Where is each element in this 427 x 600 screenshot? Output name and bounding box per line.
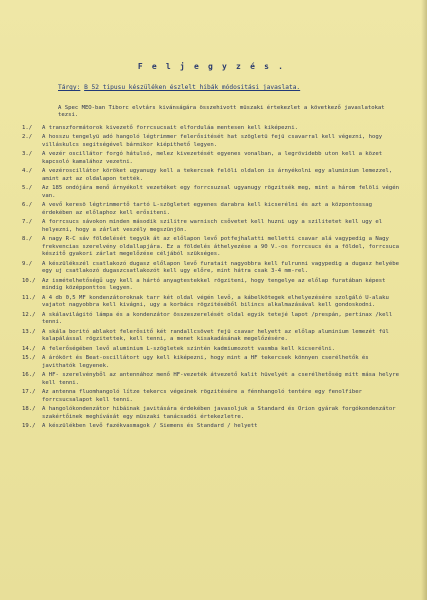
list-item xyxy=(22,261,401,276)
item-number: 3./ xyxy=(22,151,33,158)
list-item xyxy=(22,355,401,370)
list-item xyxy=(22,295,401,310)
item-text: Az 185 ondójára menő árnyékolt vezetéket egy forrcsuzsal ugyanugy rögzitsék meg, mint a három felöli végén van. xyxy=(42,185,399,199)
subject-text: B 52 tipusu készüléken észlelt hibák módositási javaslata. xyxy=(84,84,301,91)
list-item xyxy=(22,423,401,430)
item-number: 6./ xyxy=(22,202,33,209)
list-item xyxy=(22,346,401,353)
list-item xyxy=(22,278,401,293)
item-number: 18./ xyxy=(22,406,36,413)
list-item xyxy=(22,406,401,421)
item-text: A transzformátorok kivezető forrcsucsait elforduláa mentesen kell kiképezni. xyxy=(42,124,298,131)
item-list xyxy=(22,125,401,431)
item-number: 16./ xyxy=(22,372,36,379)
intro-paragraph: A Spec MEO-ban Tiborc elvtárs kivánságára összehivott müszaki értekezlet a következő javaslatokat tezsi. xyxy=(58,105,385,119)
item-number: 4./ xyxy=(22,168,33,175)
item-number: 13./ xyxy=(22,328,36,335)
item-number: 14./ xyxy=(22,345,36,352)
item-number: 5./ xyxy=(22,185,33,192)
item-text: A árókört és Beat-oscillátort ugy kell kiképezni, hogy mint a HF tekercsek könnyen cserélhetők és javithatók legyenek. xyxy=(42,355,369,369)
list-item xyxy=(22,185,401,200)
item-number: 7./ xyxy=(22,219,33,226)
item-text: A HF- szerelvényből az antennához menő HF-vezeték átvezető kalit hüvelyét a cserélhetőség mitt mása helyre kell tenni. xyxy=(42,372,399,386)
item-text: A 4 db 0,5 MF kondenzátoroknak tarr két oldal végén levő, a kábelkötegek elhelyezésére szolgáló U-alaku vajatot nagyobbra kell kivágni, ugy a korbács rögzitéséből bilincs alkalmazásával kell gondoskodni. xyxy=(42,294,389,308)
item-text: A készülékszél csatlakozó dugasz előlapon levő furatait nagyobbra kell fulrunni vagypedig a dugasz helyébe egy uj csatlakozó dugaszcsatlakozót kell ugy előre, mint hátra csak 3-4 mm-rel. xyxy=(42,260,399,275)
list-item xyxy=(22,312,401,327)
list-item xyxy=(22,219,401,234)
item-text: A forrcsucs sávokon minden második szilitre warnisch csővetet kell huzni ugy a szilitetet kell ugy el helyezni, hogy a zárlat veszély megszünjön. xyxy=(42,219,383,233)
list-item xyxy=(22,236,401,258)
item-text: Az antenna fluomhangoló lítze tekercs végeinek rögzitésére a fénnhangoló tentére egy fenolfiber forrcsucsalapot kell tenni. xyxy=(42,389,362,403)
document-title: F e l j e g y z é s . xyxy=(137,62,286,71)
item-text: A skálavilágitó lámpa és a kondenzátor összeszerelését oldal egyik tetejé lapot /prespán, pertinax /kell tenni. xyxy=(42,311,393,325)
item-number: 8./ xyxy=(22,236,33,243)
item-number: 9./ xyxy=(22,260,33,267)
list-item xyxy=(22,151,401,166)
item-number: 1./ xyxy=(22,124,33,131)
list-item xyxy=(22,372,401,387)
item-text: A nagy R-C sáv földelését tegyük át az előlapon levő potfejhalatti melletti csavar alá vagypedig a Nagy frekvencias szerelvény oldallapjára. Ez a földelés áthelyezése a 90 V.-os forrcsucs és a földel, forrcsuca készitő gyakori zárlat megelőzése céljából szükséges. xyxy=(42,236,399,258)
item-text: A vezéroscillátor köröket ugyanugy kell a tekercsek felöli oldalon is árnyékolni egy aluminium lemezzel, amint azt az oldalapon tették. xyxy=(42,168,393,182)
item-text: A felerőségében levő aluminium L-szögletek szintén kadmiumozott vasmba kell kicserélni. xyxy=(42,345,335,352)
item-number: 2./ xyxy=(22,134,33,141)
item-number: 15./ xyxy=(22,355,36,362)
item-number: 11./ xyxy=(22,294,36,301)
item-text: A hangolókondenzátor hibáinak javitására érdekében javasoljuk a Standard és Orion gyárak forgókondenzátor szakértőinek meghívását egy müszaki tanácsadói értekezletre. xyxy=(42,406,396,420)
list-item xyxy=(22,168,401,183)
subject-line xyxy=(58,84,401,91)
list-item xyxy=(22,125,401,132)
item-text: A vezér oscillátor forgó hátulsó, melez kivezetését egyenes vonalban, a legrövidebb uton kell a közet kapcsoló kamalához vezetni. xyxy=(42,151,383,165)
subject-label: Tárgy: xyxy=(58,84,81,91)
item-text: A készülékben levő fazékvasmagok / Siemens és Standard / helyett xyxy=(42,423,258,430)
item-text: A vevő keresö légtrimmertő tartó L-szögletet egyenes darabra kell kicserélni és azt a központossag érdekében az előlaphoz kell erősiteni. xyxy=(42,202,373,216)
item-number: 10./ xyxy=(22,277,36,284)
item-number: 19./ xyxy=(22,423,36,430)
list-item xyxy=(22,329,401,344)
item-text: Az ismételhetőségű ugy kell a hártó anyagtestekkel rögziteni, hogy tengelye az előlap furatában képest mindig középponttos legyen. xyxy=(42,277,386,292)
item-number: 17./ xyxy=(22,389,36,396)
item-number: 12./ xyxy=(22,311,36,318)
list-item xyxy=(22,389,401,404)
list-item xyxy=(22,134,401,149)
list-item xyxy=(22,202,401,217)
item-text: A hosszu tengelyü adó hangoló légtrimmer felerősitését hat szögletü fejü csavarral kell végezni, hogy villáskulcs segitségével bármikor kiépithető legyen. xyxy=(42,134,383,148)
item-text: A skála boritó ablakot felerősitő két randallcsövet fejü csavar helyett az előlap aluminium lemezét fül kalapálással rögzitettek, kell tenni, a menet kisakadásának megelőzésére. xyxy=(42,328,389,342)
